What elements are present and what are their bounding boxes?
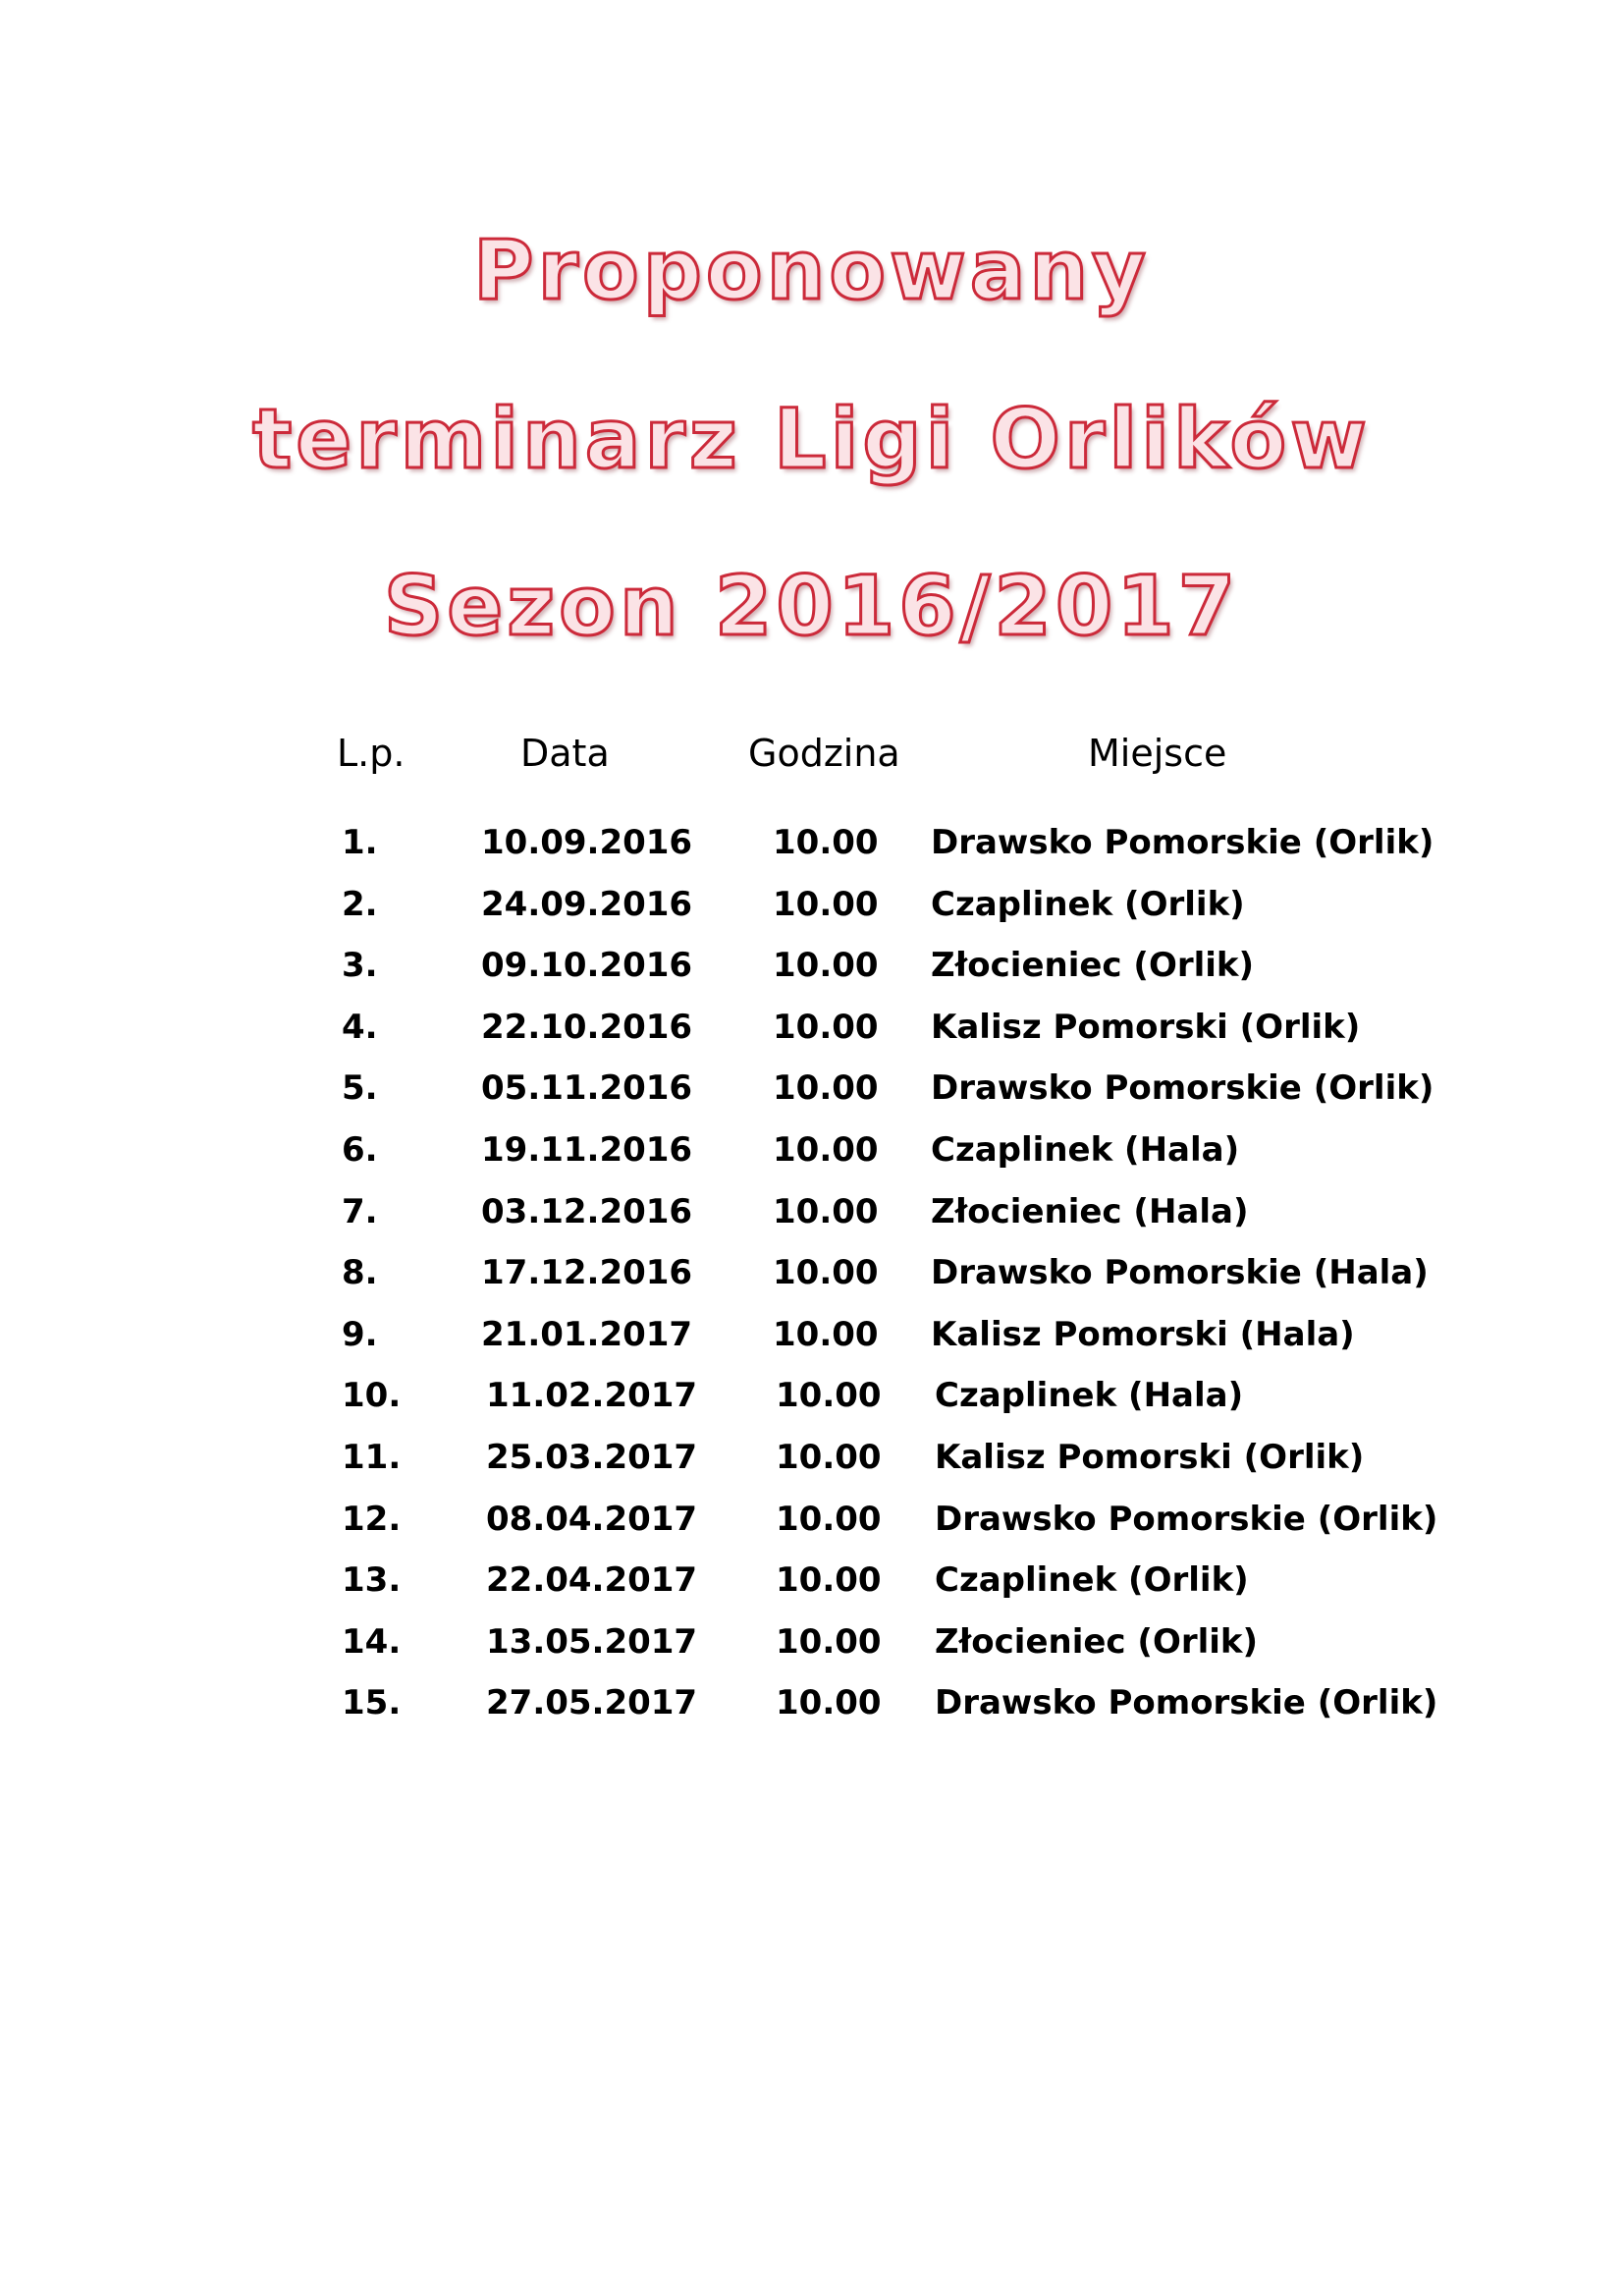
schedule-table: [0, 823, 1623, 1745]
title-line-1: Proponowany: [473, 222, 1150, 318]
table-row: [0, 1622, 1623, 1684]
table-row: [0, 1376, 1623, 1438]
cell-time: 10.00: [773, 1068, 879, 1109]
cell-lp: 10.: [342, 1376, 402, 1416]
header-miejsce: Miejsce: [1088, 732, 1227, 775]
cell-lp: 5.: [342, 1068, 378, 1109]
cell-date: 08.04.2017: [486, 1499, 698, 1539]
cell-time: 10.00: [773, 1253, 879, 1293]
cell-date: 03.12.2016: [481, 1191, 693, 1231]
table-row: [0, 823, 1623, 885]
schedule-header-row: [0, 732, 1623, 781]
table-row: [0, 1560, 1623, 1622]
cell-date: 22.04.2017: [486, 1560, 698, 1601]
cell-time: 10.00: [776, 1376, 882, 1416]
cell-date: 24.09.2016: [481, 884, 693, 924]
cell-time: 10.00: [776, 1437, 882, 1477]
table-row: [0, 1192, 1623, 1254]
cell-place: Czaplinek (Hala): [935, 1376, 1244, 1416]
cell-date: 25.03.2017: [486, 1437, 698, 1477]
cell-place: Złocieniec (Orlik): [935, 1621, 1259, 1662]
cell-date: 19.11.2016: [481, 1129, 693, 1170]
cell-lp: 14.: [342, 1621, 402, 1662]
table-row: [0, 1130, 1623, 1192]
cell-time: 10.00: [773, 1129, 879, 1170]
title-line-2: terminarz Ligi Orlików: [252, 391, 1371, 487]
cell-date: 10.09.2016: [481, 823, 693, 862]
cell-lp: 9.: [342, 1314, 378, 1354]
cell-place: Złocieniec (Orlik): [931, 946, 1255, 986]
cell-time: 10.00: [776, 1499, 882, 1539]
cell-lp: 2.: [342, 884, 378, 924]
table-row: [0, 1008, 1623, 1069]
cell-lp: 3.: [342, 946, 378, 986]
cell-lp: 15.: [342, 1683, 402, 1723]
table-row: [0, 946, 1623, 1008]
table-row: [0, 885, 1623, 947]
cell-time: 10.00: [773, 1191, 879, 1231]
cell-lp: 6.: [342, 1129, 378, 1170]
cell-time: 10.00: [776, 1683, 882, 1723]
cell-date: 11.02.2017: [486, 1376, 698, 1416]
cell-time: 10.00: [776, 1621, 882, 1662]
cell-place: Złocieniec (Hala): [931, 1191, 1249, 1231]
cell-lp: 8.: [342, 1253, 378, 1293]
cell-date: 17.12.2016: [481, 1253, 693, 1293]
cell-date: 05.11.2016: [481, 1068, 693, 1109]
header-godzina: Godzina: [748, 732, 900, 775]
table-row: [0, 1500, 1623, 1561]
cell-time: 10.00: [773, 946, 879, 986]
cell-place: Czaplinek (Orlik): [935, 1560, 1249, 1601]
cell-time: 10.00: [776, 1560, 882, 1601]
cell-lp: 1.: [342, 823, 378, 862]
table-row: [0, 1253, 1623, 1315]
cell-place: Kalisz Pomorski (Orlik): [935, 1437, 1365, 1477]
title-line-3: Sezon 2016/2017: [383, 558, 1240, 654]
header-lp: L.p.: [337, 732, 406, 775]
table-row: [0, 1438, 1623, 1500]
cell-lp: 11.: [342, 1437, 402, 1477]
cell-date: 09.10.2016: [481, 946, 693, 986]
cell-date: 22.10.2016: [481, 1007, 693, 1047]
cell-place: Drawsko Pomorskie (Orlik): [931, 1068, 1434, 1109]
cell-date: 27.05.2017: [486, 1683, 698, 1723]
cell-place: Drawsko Pomorskie (Orlik): [935, 1499, 1438, 1539]
cell-lp: 13.: [342, 1560, 402, 1601]
cell-place: Kalisz Pomorski (Orlik): [931, 1007, 1361, 1047]
cell-place: Czaplinek (Orlik): [931, 884, 1245, 924]
cell-place: Czaplinek (Hala): [931, 1129, 1240, 1170]
cell-place: Drawsko Pomorskie (Orlik): [931, 823, 1434, 862]
header-data: Data: [520, 732, 610, 775]
table-row: [0, 1683, 1623, 1745]
cell-place: Drawsko Pomorskie (Hala): [931, 1253, 1429, 1293]
cell-lp: 12.: [342, 1499, 402, 1539]
cell-date: 21.01.2017: [481, 1314, 693, 1354]
cell-time: 10.00: [773, 1314, 879, 1354]
cell-place: Drawsko Pomorskie (Orlik): [935, 1683, 1438, 1723]
cell-lp: 7.: [342, 1191, 378, 1231]
table-row: [0, 1068, 1623, 1130]
cell-time: 10.00: [773, 823, 879, 862]
cell-lp: 4.: [342, 1007, 378, 1047]
cell-time: 10.00: [773, 1007, 879, 1047]
cell-date: 13.05.2017: [486, 1621, 698, 1662]
table-row: [0, 1315, 1623, 1377]
cell-time: 10.00: [773, 884, 879, 924]
cell-place: Kalisz Pomorski (Hala): [931, 1314, 1355, 1354]
